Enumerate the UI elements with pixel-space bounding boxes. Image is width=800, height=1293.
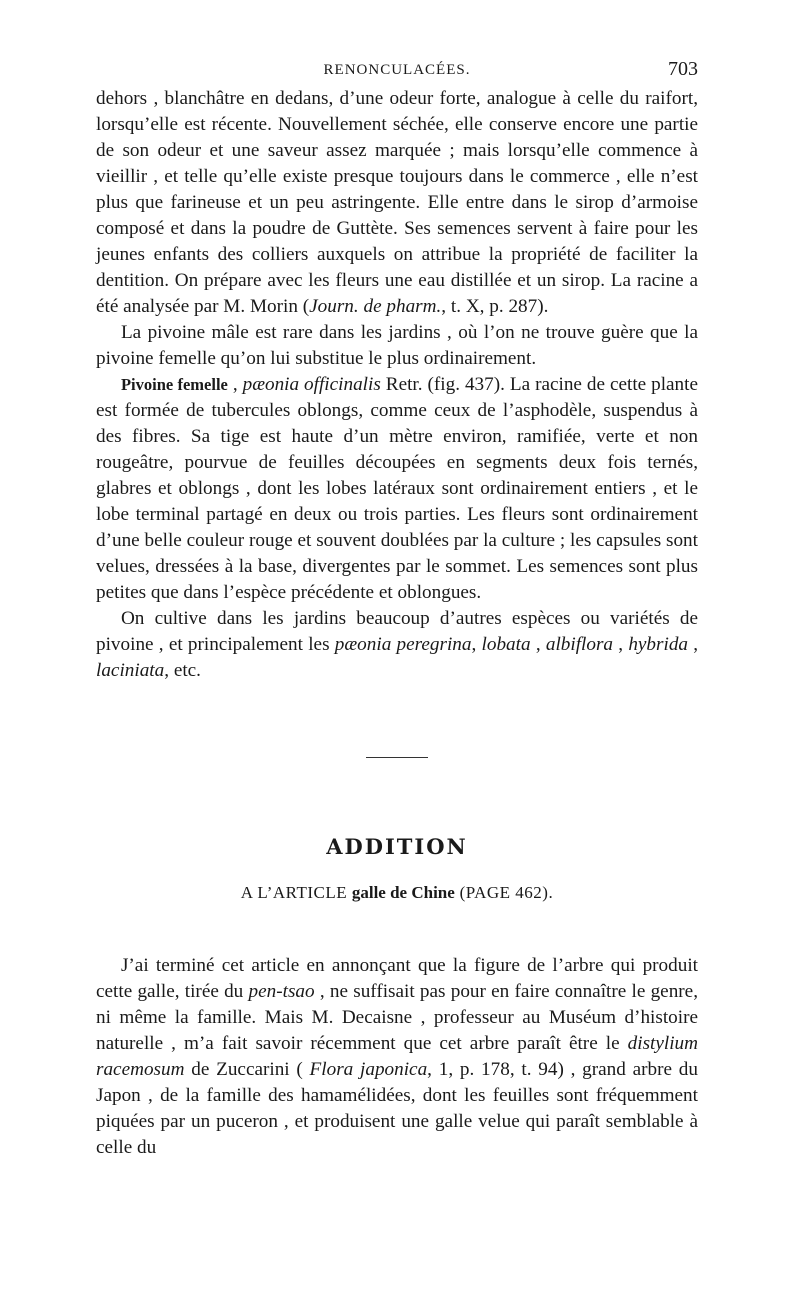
addition-text-4: , 1, p. 178, t. 94) , grand arbre du Japon , de la famille des hamamélidées, dont les feuilles sont fréquemment piquées par un puceron , et produisent une galle velue qui paraît semblable à celle du [96, 1059, 698, 1158]
latin-name: distylium racemosum [96, 1033, 698, 1080]
addition-text-1: J’ai terminé cet article en annonçant que la figure de l’arbre qui produit cette galle, tirée du [96, 955, 698, 1002]
subheading-bold: galle de Chine [351, 883, 455, 902]
addition-paragraph [96, 953, 698, 1161]
addition-text-3: de Zuccarini ( [184, 1059, 310, 1080]
addition-body [96, 953, 698, 1161]
section-divider [366, 757, 428, 758]
separator: , [227, 374, 243, 395]
species-name-bold: Pivoine femelle [120, 375, 228, 394]
page [96, 56, 698, 1161]
paragraph-2 [96, 320, 698, 372]
addition-heading: ADDITION [326, 834, 468, 859]
latin-name: pen-tsao [248, 981, 315, 1002]
running-head [96, 56, 698, 86]
addition-text-2: , ne suffisait pas pour en faire connaître le genre, ni même la famille. Mais M. Decaisne , professeur au Muséum d’histoire naturelle , m’a fait savoir récemment que cet arbre paraît être le [96, 981, 698, 1054]
latin-name: lobata [481, 634, 531, 655]
subheading-suffix: (PAGE 462). [454, 883, 554, 902]
journal-reference: Journ. de pharm. [309, 296, 442, 317]
latin-name: laciniata [96, 660, 165, 681]
paragraph-3 [96, 372, 698, 606]
paragraph-1 [96, 86, 698, 320]
paragraph-4-text: On cultive dans les jardins beaucoup d’autres espèces ou variétés de pivoine , et principalement les [96, 608, 698, 655]
subheading-prefix: A L’ARTICLE [240, 883, 352, 902]
addition-subheading [96, 883, 698, 903]
latin-name: pæonia peregrina [334, 634, 472, 655]
separator: , [471, 634, 482, 655]
separator: , [688, 634, 699, 655]
book-title: Flora japonica [309, 1059, 428, 1080]
reference-tail: , t. X, p. 287). [441, 296, 549, 317]
separator: , [530, 634, 546, 655]
page-number: 703 [668, 58, 698, 80]
running-title: RENONCULACÉES. [323, 62, 471, 78]
body-text [96, 86, 698, 684]
separator: , [613, 634, 629, 655]
latin-name: hybrida [628, 634, 689, 655]
paragraph-2-text: La pivoine mâle est rare dans les jardins , où l’on ne trouve guère que la pivoine femelle qu’on lui substitue le plus ordinairement. [96, 322, 698, 369]
paragraph-3-text: Retr. (fig. 437). La racine de cette plante est formée de tubercules oblongs, comme ceux de l’asphodèle, suspendus à des fibres. Sa tige est haute d’un mètre environ, ramifiée, verte et non rougeâtre, pourvue de feuilles découpées en segments deux fois ternés, glabres et oblongs , dont les lobes latéraux sont ordinairement entiers , et le lobe terminal partagé en deux ou trois parties. Les fleurs sont ordinairement d’une belle couleur rouge et souvent doublées par la culture ; les capsules sont velues, dressées à la base, divergentes par le sommet. Les semences sont plus petites que dans l’espèce précédente et oblongues. [96, 374, 699, 603]
latin-name: pæonia officinalis [242, 374, 381, 395]
separator: , etc. [164, 660, 201, 681]
paragraph-4 [96, 606, 698, 684]
latin-name: albiflora [545, 634, 614, 655]
paragraph-1-text: dehors , blanchâtre en dedans, d’une odeur forte, analogue à celle du raifort, lorsqu’elle est récente. Nouvellement séchée, elle conserve encore une partie de son odeur et une saveur assez marquée ; mais lorsqu’elle commence à vieillir , et telle qu’elle existe presque toujours dans le commerce , elle n’est plus que farineuse et un peu astringente. Elle entre dans le sirop d’armoise composé et dans la poudre de Guttète. Ses semences servent à faire pour les jeunes enfants des colliers auxquels on attribue la propriété de faciliter la dentition. On prépare avec les fleurs une eau distillée et un sirop. La racine a été analysée par M. Morin ( [96, 88, 698, 317]
